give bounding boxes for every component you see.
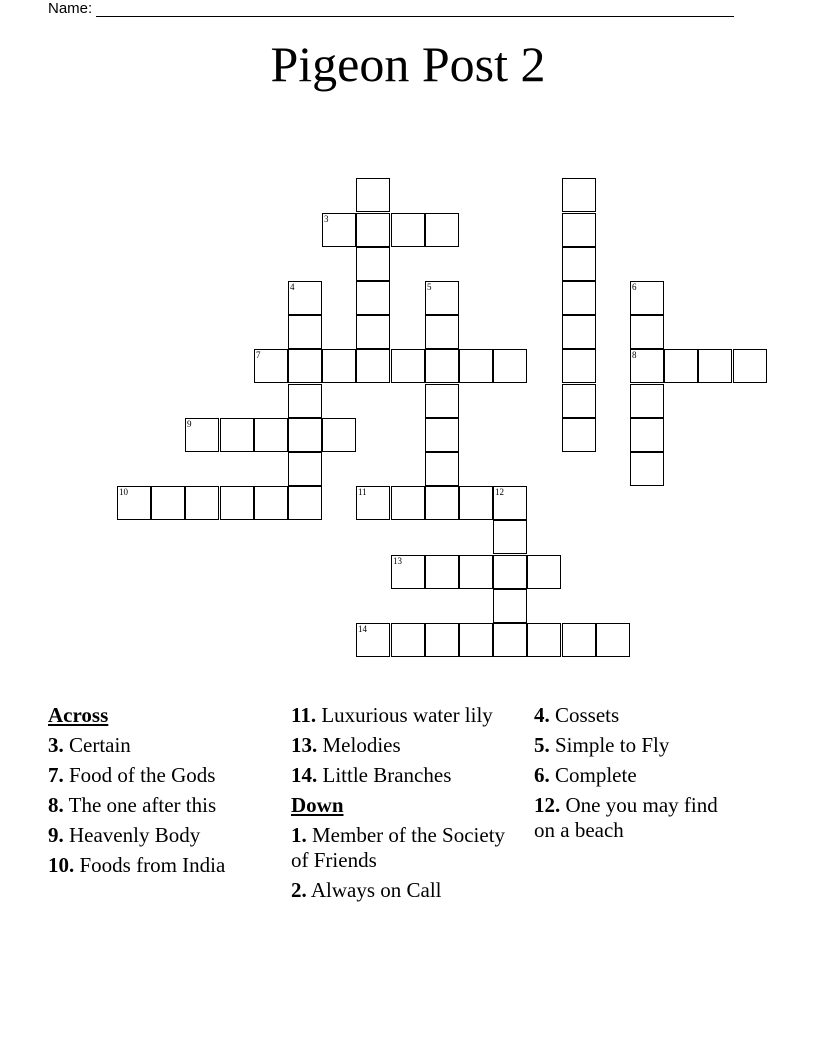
grid-cell[interactable] [698, 349, 732, 383]
grid-cell[interactable] [733, 349, 767, 383]
cell-number: 7 [256, 350, 261, 360]
clue-item [291, 733, 511, 758]
clue-column-1 [48, 703, 248, 883]
cell-number: 4 [290, 282, 295, 292]
grid-cell[interactable] [425, 213, 459, 247]
grid-cell[interactable] [288, 349, 322, 383]
grid-cell[interactable] [322, 418, 356, 452]
grid-cell[interactable] [288, 315, 322, 349]
grid-cell[interactable] [562, 349, 596, 383]
grid-cell[interactable] [664, 349, 698, 383]
clue-text: Little Branches [317, 763, 452, 787]
cell-number: 13 [393, 556, 402, 566]
grid-cell[interactable] [562, 281, 596, 315]
grid-cell[interactable] [425, 418, 459, 452]
grid-cell[interactable] [562, 315, 596, 349]
clue-text: Simple to Fly [549, 733, 670, 757]
grid-cell[interactable] [562, 178, 596, 212]
clue-number: 8. [48, 793, 64, 817]
grid-cell[interactable] [288, 418, 322, 452]
grid-cell[interactable] [254, 418, 288, 452]
clue-text: Luxurious water lily [316, 703, 493, 727]
grid-cell[interactable] [459, 623, 493, 657]
clue-text: Melodies [317, 733, 401, 757]
name-label: Name: [48, 0, 93, 17]
grid-cell[interactable] [391, 349, 425, 383]
grid-cell[interactable] [493, 520, 527, 554]
clue-text: Heavenly Body [63, 823, 201, 847]
clue-item [534, 793, 734, 843]
clue-number: 9. [48, 823, 64, 847]
grid-cell[interactable] [630, 418, 664, 452]
grid-cell[interactable] [562, 247, 596, 281]
cell-number: 3 [324, 214, 329, 224]
clue-number: 7. [48, 763, 64, 787]
grid-cell[interactable] [630, 315, 664, 349]
clue-text: Always on Call [306, 878, 442, 902]
grid-cell[interactable] [220, 418, 254, 452]
grid-cell[interactable] [425, 315, 459, 349]
clue-number: 12. [534, 793, 561, 817]
grid-cell[interactable] [322, 349, 356, 383]
cell-number: 5 [427, 282, 432, 292]
grid-cell[interactable] [630, 349, 664, 383]
clue-heading: Across [48, 703, 109, 727]
cell-number: 8 [632, 350, 637, 360]
grid-cell[interactable] [391, 555, 425, 589]
clue-text: Food of the Gods [63, 763, 216, 787]
clue-heading: Down [291, 793, 344, 817]
clue-item [291, 823, 511, 873]
clue-number: 3. [48, 733, 64, 757]
grid-cell[interactable] [254, 486, 288, 520]
clue-number: 5. [534, 733, 550, 757]
grid-cell[interactable] [562, 623, 596, 657]
clue-number: 4. [534, 703, 550, 727]
clue-item [534, 703, 734, 728]
grid-cell[interactable] [288, 384, 322, 418]
grid-cell[interactable] [391, 623, 425, 657]
grid-cell[interactable] [356, 213, 390, 247]
grid-cell[interactable] [425, 555, 459, 589]
grid-cell[interactable] [527, 555, 561, 589]
clue-number: 13. [291, 733, 318, 757]
grid-cell[interactable] [356, 281, 390, 315]
grid-cell[interactable] [185, 486, 219, 520]
grid-cell[interactable] [493, 555, 527, 589]
cell-number: 11 [358, 487, 367, 497]
clue-number: 1. [291, 823, 307, 847]
grid-cell[interactable] [288, 452, 322, 486]
grid-cell[interactable] [493, 486, 527, 520]
clue-item [48, 763, 248, 788]
grid-cell[interactable] [493, 349, 527, 383]
clue-number: 2. [291, 878, 307, 902]
cell-number: 12 [495, 487, 504, 497]
grid-cell[interactable] [562, 213, 596, 247]
clue-item [291, 878, 511, 903]
clue-number: 14. [291, 763, 318, 787]
grid-cell[interactable] [356, 315, 390, 349]
cell-number: 10 [119, 487, 128, 497]
grid-cell[interactable] [117, 486, 151, 520]
clue-item [291, 763, 511, 788]
clue-item [48, 823, 248, 848]
clue-text: Complete [549, 763, 637, 787]
grid-cell[interactable] [288, 281, 322, 315]
cell-number: 14 [358, 624, 367, 634]
clue-text: The one after this [63, 793, 217, 817]
grid-cell[interactable] [288, 486, 322, 520]
grid-cell[interactable] [459, 349, 493, 383]
clue-item [48, 793, 248, 818]
grid-cell[interactable] [254, 349, 288, 383]
grid-cell[interactable] [356, 349, 390, 383]
clue-text: Cossets [549, 703, 620, 727]
grid-cell[interactable] [562, 384, 596, 418]
grid-cell[interactable] [220, 486, 254, 520]
grid-cell[interactable] [425, 486, 459, 520]
grid-cell[interactable] [630, 281, 664, 315]
grid-cell[interactable] [425, 384, 459, 418]
clue-text: Foods from India [74, 853, 226, 877]
grid-cell[interactable] [630, 384, 664, 418]
grid-cell[interactable] [527, 623, 561, 657]
cell-number: 9 [187, 419, 192, 429]
clue-item [291, 703, 511, 728]
clue-column-2 [291, 703, 511, 908]
grid-cell[interactable] [391, 486, 425, 520]
page-title: Pigeon Post 2 [270, 36, 546, 92]
clue-item [534, 733, 734, 758]
grid-cell[interactable] [425, 281, 459, 315]
grid-cell[interactable] [356, 247, 390, 281]
clue-number: 10. [48, 853, 75, 877]
grid-cell[interactable] [425, 452, 459, 486]
grid-cell[interactable] [630, 452, 664, 486]
clue-number: 11. [291, 703, 317, 727]
clue-item [48, 733, 248, 758]
grid-cell[interactable] [596, 623, 630, 657]
grid-cell[interactable] [493, 623, 527, 657]
grid-cell[interactable] [322, 213, 356, 247]
grid-cell[interactable] [356, 486, 390, 520]
grid-cell[interactable] [459, 555, 493, 589]
grid-cell[interactable] [493, 589, 527, 623]
grid-cell[interactable] [356, 178, 390, 212]
grid-cell[interactable] [425, 349, 459, 383]
grid-cell[interactable] [356, 623, 390, 657]
grid-cell[interactable] [151, 486, 185, 520]
grid-cell[interactable] [425, 623, 459, 657]
clue-column-3 [534, 703, 734, 848]
clue-number: 6. [534, 763, 550, 787]
grid-cell[interactable] [391, 213, 425, 247]
cell-number: 6 [632, 282, 637, 292]
grid-cell[interactable] [562, 418, 596, 452]
clue-text: Member of the Society of Friends [291, 823, 506, 872]
clue-item [48, 853, 248, 878]
clue-item [534, 763, 734, 788]
grid-cell[interactable] [185, 418, 219, 452]
clue-text: One you may find on a beach [534, 793, 718, 842]
clue-text: Certain [63, 733, 131, 757]
grid-cell[interactable] [459, 486, 493, 520]
